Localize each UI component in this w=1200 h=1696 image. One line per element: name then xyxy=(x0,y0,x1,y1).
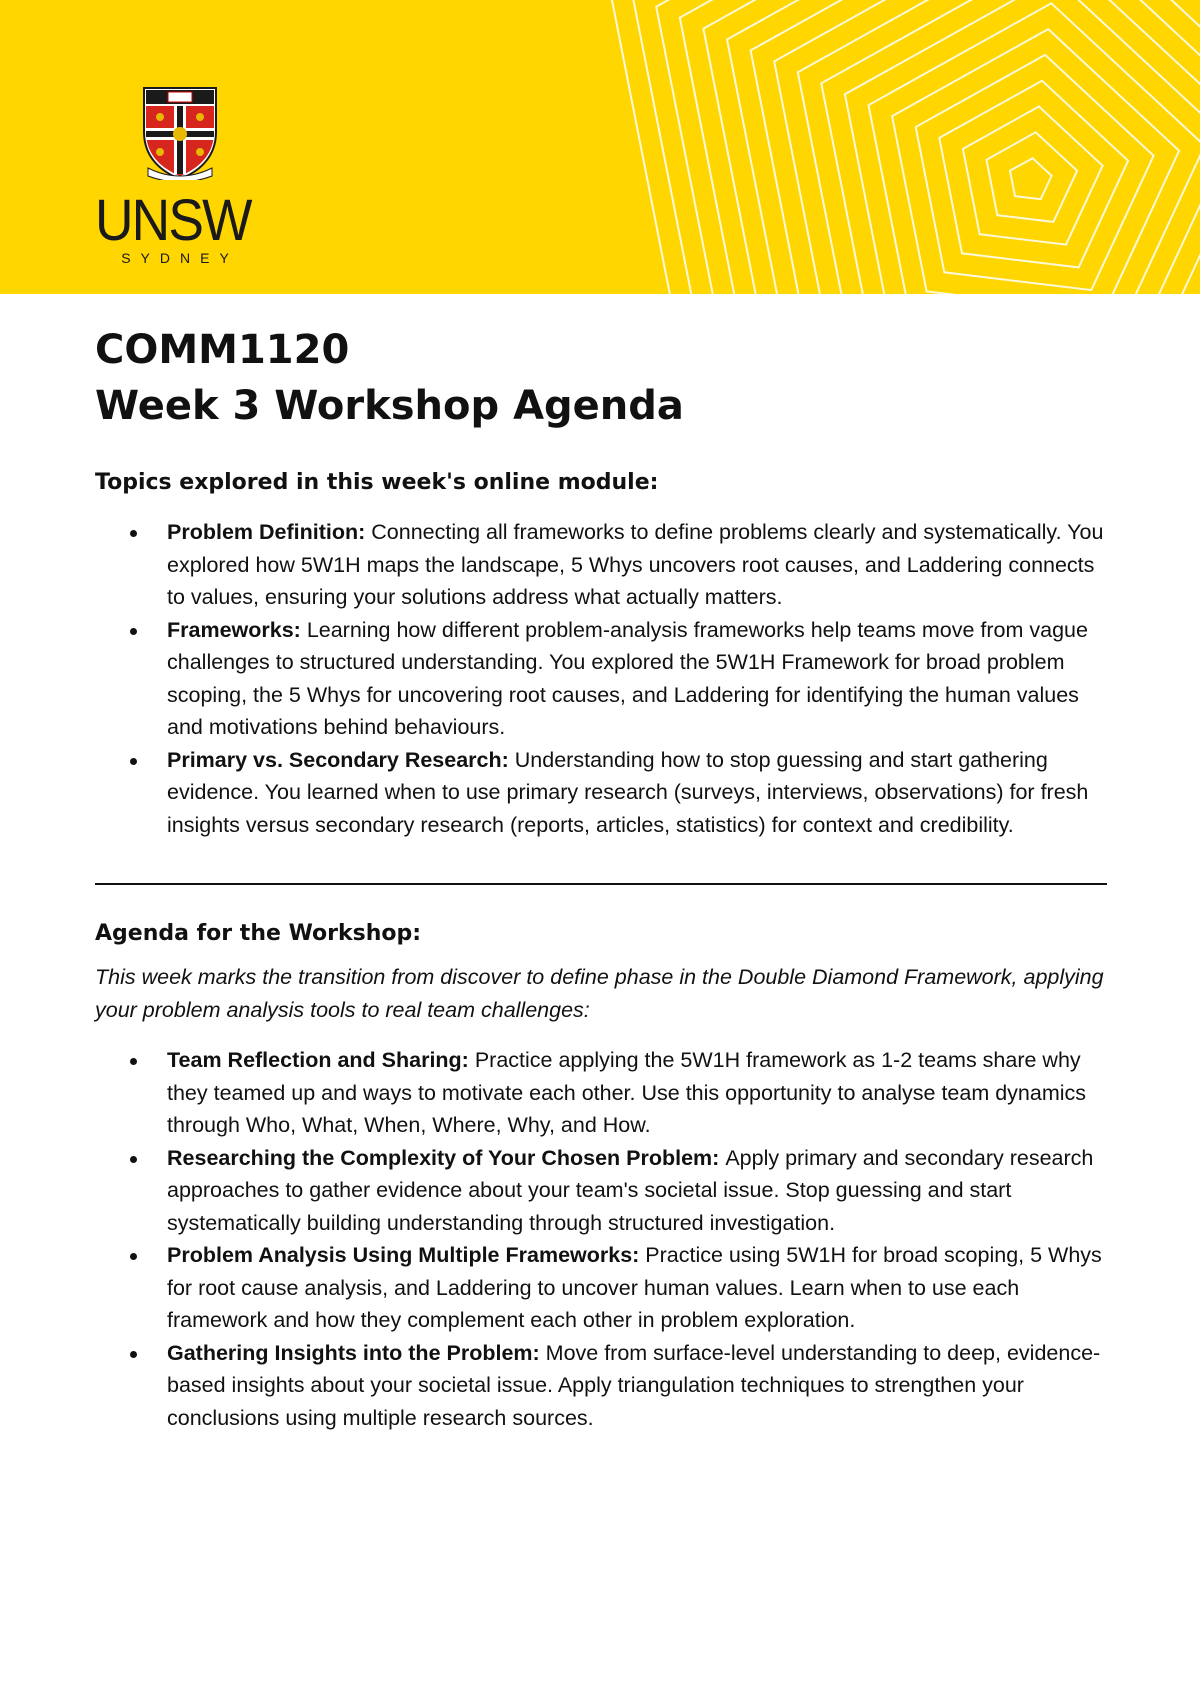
bullet-icon xyxy=(130,758,137,765)
logo-wordmark: UNSW xyxy=(94,188,251,253)
bullet-icon xyxy=(130,530,137,537)
list-item xyxy=(95,614,1110,744)
list-item xyxy=(95,516,1110,614)
pattern-ring xyxy=(609,0,1200,294)
bullet-icon xyxy=(130,1253,137,1260)
list-item xyxy=(95,1044,1110,1142)
course-code-title: COMM1120 xyxy=(95,327,350,373)
item-text: Apply primary and secondary research approaches to gather evidence about your team's societal issue. Stop guessing and start systematically building understanding through structured investigation. xyxy=(167,1145,1094,1235)
pattern-ring xyxy=(727,0,1200,294)
item-label: Problem Analysis Using Multiple Frameworks: xyxy=(167,1243,646,1267)
item-text: Connecting all frameworks to define problems clearly and systematically. You explored how 5W1H maps the landscape, 5 Whys uncovers root causes, and Laddering connects to values, ensuring your solutions address what actually matters. xyxy=(167,520,1104,609)
list-item xyxy=(95,1239,1110,1337)
item-text: Understanding how to stop guessing and start gathering evidence. You learned when to use primary research (surveys, interviews, observations) for fresh insights versus secondary research (reports, articles, statistics) for context and credibility. xyxy=(167,747,1089,837)
section-divider xyxy=(95,883,1107,885)
header-banner xyxy=(0,0,1200,294)
pattern-ring xyxy=(987,132,1078,222)
bullet-icon xyxy=(130,1156,137,1163)
unsw-logo xyxy=(90,80,270,270)
pattern-ring xyxy=(633,0,1200,294)
item-label: Team Reflection and Sharing: xyxy=(167,1048,475,1072)
agenda-heading: Agenda for the Workshop: xyxy=(95,921,422,946)
topics-heading: Topics explored in this week's online module: xyxy=(95,470,659,495)
page-title: Week 3 Workshop Agenda xyxy=(95,383,684,429)
agenda-intro: This week marks the transition from discover to define phase in the Double Diamond Framework, applying your problem analysis tools to real team challenges: xyxy=(95,965,1104,1022)
bullet-icon xyxy=(130,1351,137,1358)
pattern-ring xyxy=(1010,158,1052,199)
document-body xyxy=(95,322,1110,1434)
bullet-icon xyxy=(130,628,137,635)
item-label: Problem Definition: xyxy=(167,520,372,544)
item-text: Practice using 5W1H for broad scoping, 5 Whys for root cause analysis, and Laddering to uncover human values. Learn when to use each framework and how they complement each other in problem exploration. xyxy=(167,1243,1102,1332)
agenda-list xyxy=(95,1044,1110,1434)
list-item xyxy=(95,744,1110,842)
item-label: Researching the Complexity of Your Chosen Problem: xyxy=(167,1145,726,1170)
pattern-ring xyxy=(916,55,1154,290)
topics-list xyxy=(95,516,1110,841)
item-text: Move from surface-level understanding to deep, evidence-based insights about your societal issue. Apply triangulation techniques to strengthen your conclusions using multiple research sources. xyxy=(167,1340,1101,1430)
pattern-ring xyxy=(774,0,1200,294)
crest-icon xyxy=(142,80,218,180)
item-text: Practice applying the 5W1H framework as 1-2 teams share why they teamed up and ways to motivate each other. Use this opportunity to analyse team dynamics through Who, What, When, Where, Why, and How. xyxy=(167,1048,1087,1137)
pattern-ring xyxy=(798,0,1200,294)
pattern-ring xyxy=(656,0,1200,294)
item-text: Learning how different problem-analysis frameworks help teams move from vague challenges to structured understanding. You explored the 5W1H Framework for broad problem scoping, the 5 Whys for uncovering root causes, and Laddering for identifying the human values and motivations behind behaviours. xyxy=(167,617,1088,739)
pattern-ring xyxy=(963,107,1103,245)
list-item xyxy=(95,1337,1110,1435)
list-item xyxy=(95,1142,1110,1240)
item-label: Frameworks: xyxy=(167,617,307,642)
item-label: Gathering Insights into the Problem: xyxy=(167,1340,546,1365)
logo-subtitle: SYDNEY xyxy=(121,250,239,266)
bullet-icon xyxy=(130,1058,137,1065)
item-label: Primary vs. Secondary Research: xyxy=(167,747,515,772)
